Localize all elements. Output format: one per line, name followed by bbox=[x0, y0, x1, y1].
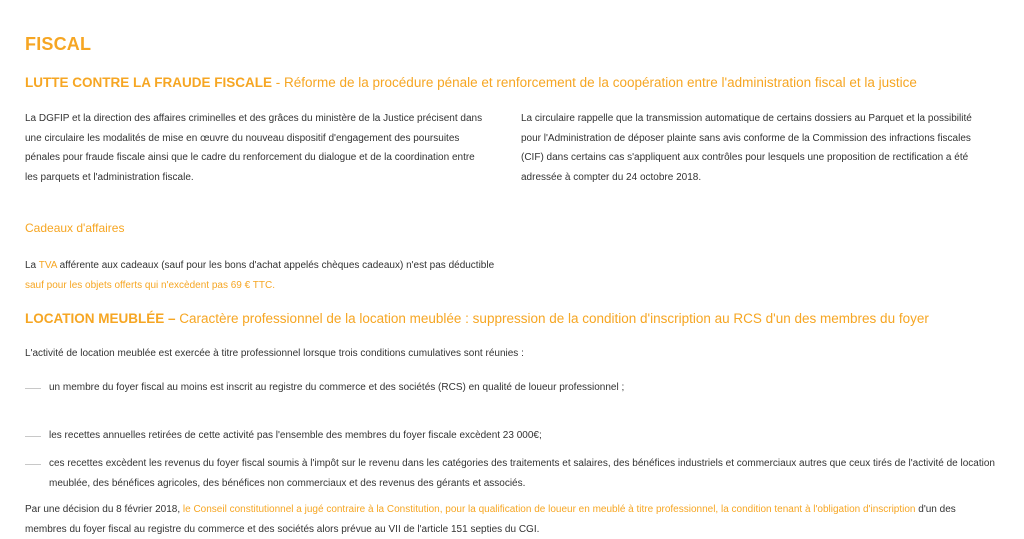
section-title: FISCAL bbox=[25, 34, 92, 54]
dash-bullet-icon bbox=[25, 464, 41, 465]
dash-bullet-icon bbox=[25, 388, 41, 389]
location-heading-strong: LOCATION MEUBLÉE – bbox=[25, 311, 176, 326]
location-intro: L'activité de location meublée est exercée à titre professionnel lorsque trois conditions cumulatives sont réunies : bbox=[25, 348, 524, 359]
cadeaux-text-1: La bbox=[25, 260, 39, 271]
condition-list-item bbox=[25, 378, 665, 398]
condition-text: les recettes annuelles retirées de cette activité pas l'ensemble des membres du foyer fiscale excèdent 23 000€; bbox=[49, 430, 542, 441]
cadeaux-heading: Cadeaux d'affaires bbox=[25, 221, 125, 235]
condition-text: un membre du foyer fiscal au moins est inscrit au registre du commerce et des sociétés (RCS) en qualité de loueur professionnel ; bbox=[49, 382, 625, 393]
decision-paragraph bbox=[25, 500, 985, 539]
cadeaux-highlight: sauf pour les objets offerts qui n'excèdent pas 69 € TTC. bbox=[25, 279, 276, 291]
decision-link[interactable]: le Conseil constitutionnel a jugé contraire à la Constitution, pour la qualification de loueur en meublé à titre professionnel, la condition tenant à l'obligation d'inscription bbox=[182, 504, 916, 515]
decision-text-1: Par une décision du 8 février 2018, bbox=[25, 504, 183, 515]
condition-list-item bbox=[25, 454, 995, 493]
cadeaux-paragraph bbox=[25, 256, 505, 295]
tva-link[interactable]: TVA bbox=[38, 260, 57, 271]
fraude-heading bbox=[25, 75, 917, 90]
condition-list-item bbox=[25, 426, 995, 446]
location-heading-subtitle: Caractère professionnel de la location meublée : suppression de la condition d'inscription au RCS d'un des membres du foyer bbox=[175, 311, 929, 326]
decision-text-2: d'un des membres du foyer fiscal au registre du commerce et des sociétés alors prévue au VII de l'article 151 septies du CGI. bbox=[25, 504, 956, 535]
cadeaux-text-2: afférente aux cadeaux (sauf pour les bons d'achat appelés chèques cadeaux) n'est pas déductible bbox=[56, 260, 495, 271]
fraude-right-paragraph: La circulaire rappelle que la transmission automatique de certains dossiers au Parquet et la possibilité pour l'Administration de déposer plainte sans avis conforme de la Commission des infractions fiscales (CIF) dans certains cas s'appliquent aux contrôles pour lesquels une proposition de rectification a été adressée à compter du 24 octobre 2018. bbox=[521, 113, 972, 183]
condition-text: ces recettes excèdent les revenus du foyer fiscal soumis à l'impôt sur le revenu dans les catégories des traitements et salaires, des bénéfices industriels et commerciaux autres que ceux tirés de l'activité de location meublée, des bénéfices agricoles, des bénéfices non commerciaux et des revenus des gérants et associés. bbox=[49, 458, 995, 489]
fraude-heading-subtitle: - Réforme de la procédure pénale et renforcement de la coopération entre l'administration fiscal et la justice bbox=[272, 75, 917, 90]
dash-bullet-icon bbox=[25, 436, 41, 437]
fraude-heading-strong: LUTTE CONTRE LA FRAUDE FISCALE bbox=[25, 75, 272, 90]
location-heading bbox=[25, 311, 929, 326]
fraude-left-paragraph: La DGFIP et la direction des affaires criminelles et des grâces du ministère de la Justice précisent dans une circulaire les modalités de mise en œuvre du nouveau dispositif d'engagement des poursuites pénales pour fraude fiscale ainsi que le cadre du renforcement du dialogue et de la coordination entre les parquets et l'administration fiscale. bbox=[25, 113, 483, 183]
